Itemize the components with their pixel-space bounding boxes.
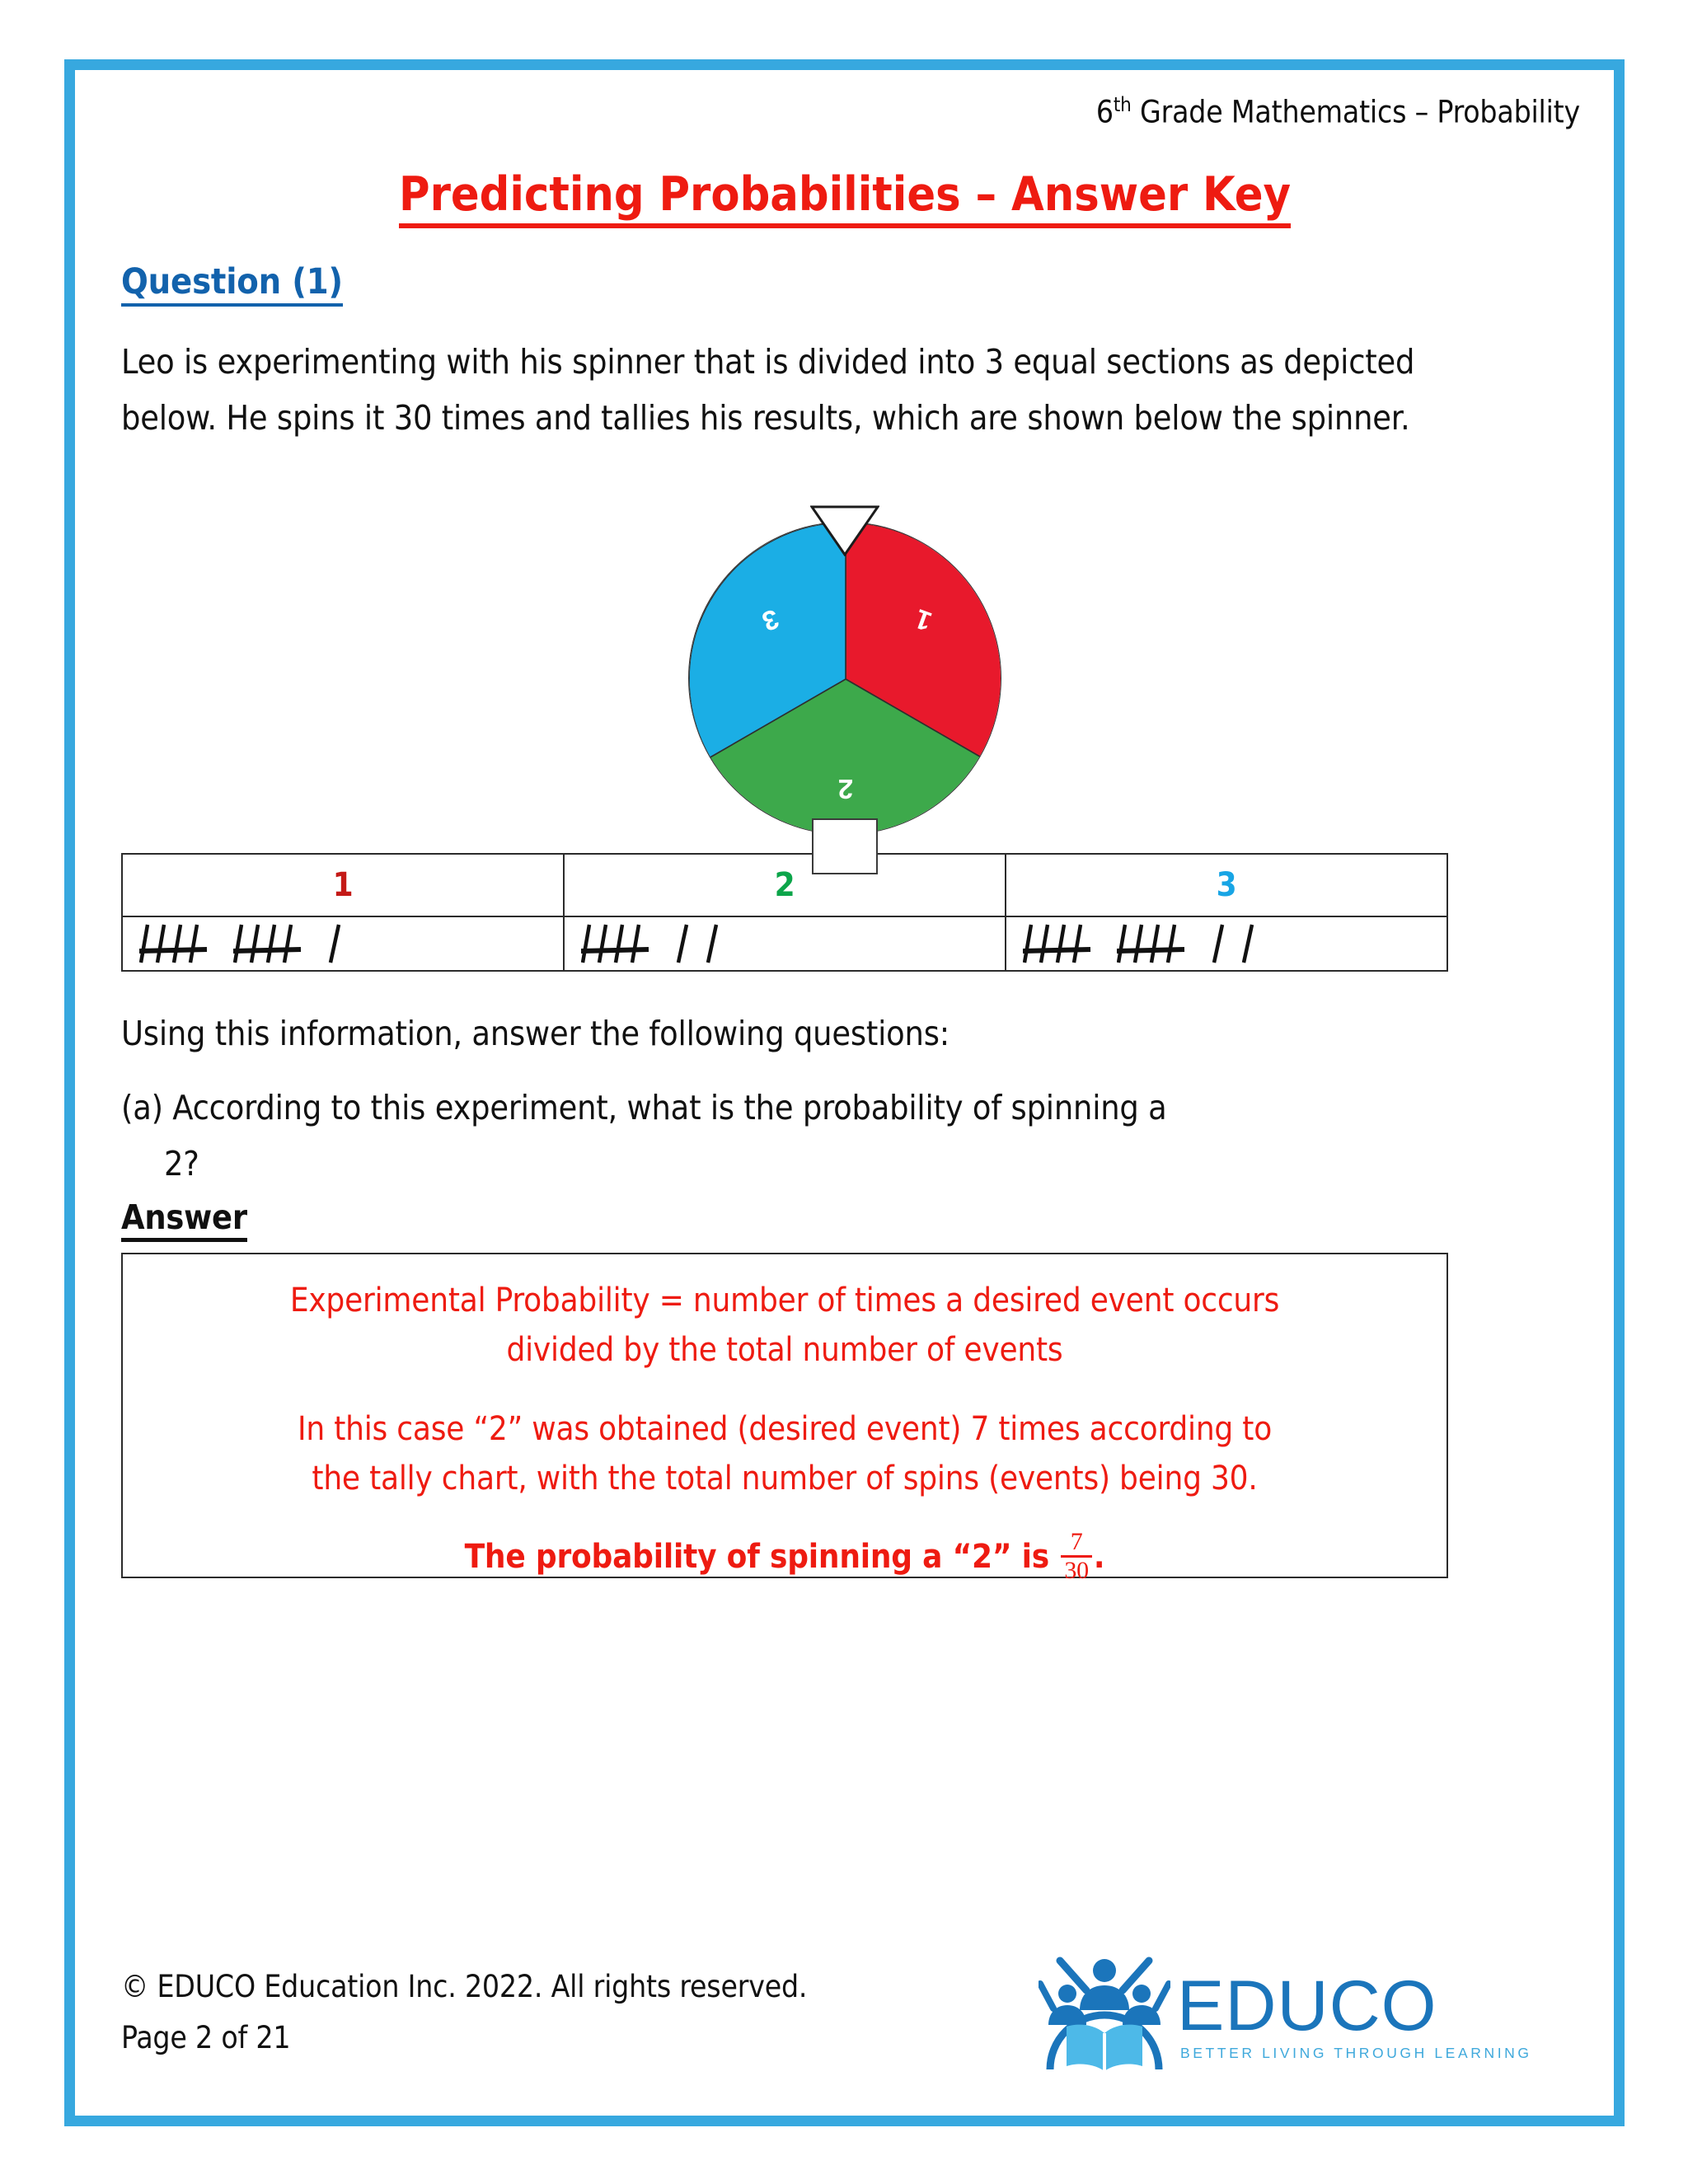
tally-group-of-five [581,921,660,966]
tally-header-2: 2 [564,854,1006,916]
question-part-a-label: (a) According to this experiment, what is the probability of spinning a [121,1088,1167,1127]
spinner-graphic [688,507,1001,820]
spinner-base [812,818,878,874]
tally-cell-3 [1006,916,1447,971]
tally-group-of-five [1117,921,1196,966]
spinner-label-2: 2 [837,774,854,804]
answer-heading-text: Answer [121,1197,247,1242]
using-information-line: Using this information, answer the following questions: [121,1014,950,1053]
tally-group-of-five [1023,921,1102,966]
tally-cell-2 [564,916,1006,971]
fraction-numerator: 7 [1070,1528,1083,1555]
header-subject: Grade Mathematics – Probability [1131,94,1580,130]
tally-group-of-five [139,921,218,966]
page-title-text: Predicting Probabilities – Answer Key [399,167,1291,228]
tally-header-3: 3 [1006,854,1447,916]
tally-cell-1 [122,916,564,971]
tally-marks-2 [581,921,1004,966]
header-grade-number: 6 [1095,94,1114,130]
table-header-row [122,854,1447,916]
page-title [87,167,1603,222]
page-content [87,78,1603,2110]
answer-line-3: In this case “2” was obtained (desired event) 7 times according to [297,1410,1273,1448]
answer-conclusion [151,1528,1418,1586]
header-grade-ordinal: th [1113,93,1132,116]
triangle-pointer-icon [810,505,879,556]
tally-marks-3 [1023,921,1446,966]
tally-single-mark [675,921,690,966]
spinner-diagram [87,507,1603,837]
educo-logo [1039,1947,1532,2071]
question-part-a-continuation: 2? [164,1144,199,1183]
fraction-denominator: 30 [1061,1555,1092,1584]
document-header [1096,93,1580,129]
spinner-label-1: 1 [911,603,936,638]
spinner-sectors [689,523,1001,835]
spinner-disc [688,522,1001,835]
tally-chart-table [121,853,1448,972]
answer-conclusion-suffix: . [1093,1538,1105,1576]
table-tally-row [122,916,1447,971]
question-body: Leo is experimenting with his spinner that is divided into 3 equal sections as depicted below. He spins it 30 times and tallies his results, which are shown below the spinner. [121,342,1415,438]
answer-conclusion-prefix: The probability of spinning a “2” is [464,1538,1049,1576]
tally-single-mark [1240,921,1255,966]
tally-single-mark [705,921,720,966]
footer-page-number: Page 2 of 21 [121,2020,291,2055]
tally-header-1: 1 [122,854,564,916]
tally-group-of-five [233,921,312,966]
question-part-a [121,1080,1432,1192]
tally-single-mark [327,921,342,966]
answer-fraction [1061,1529,1092,1583]
educo-wordmark: EDUCO [1177,1966,1437,2046]
question-heading-text: Question (1) [121,261,343,307]
question-heading [121,261,343,302]
answer-box [121,1253,1448,1584]
tally-single-mark [1211,921,1226,966]
educo-people-book-icon [1039,1947,1170,2071]
answer-heading [121,1197,247,1237]
tally-marks-1 [139,921,562,966]
footer-copyright: © EDUCO Education Inc. 2022. All rights reserved. [121,1969,808,2004]
answer-line-4: the tally chart, with the total number of spins (events) being 30. [312,1460,1258,1497]
answer-line-2: divided by the total number of events [506,1331,1063,1369]
educo-tagline: BETTER LIVING THROUGH LEARNING [1180,2045,1532,2061]
spinner-label-3: 3 [757,603,783,638]
answer-line-1: Experimental Probability = number of times a desired event occurs [289,1282,1280,1319]
footer-text [121,1961,807,2064]
